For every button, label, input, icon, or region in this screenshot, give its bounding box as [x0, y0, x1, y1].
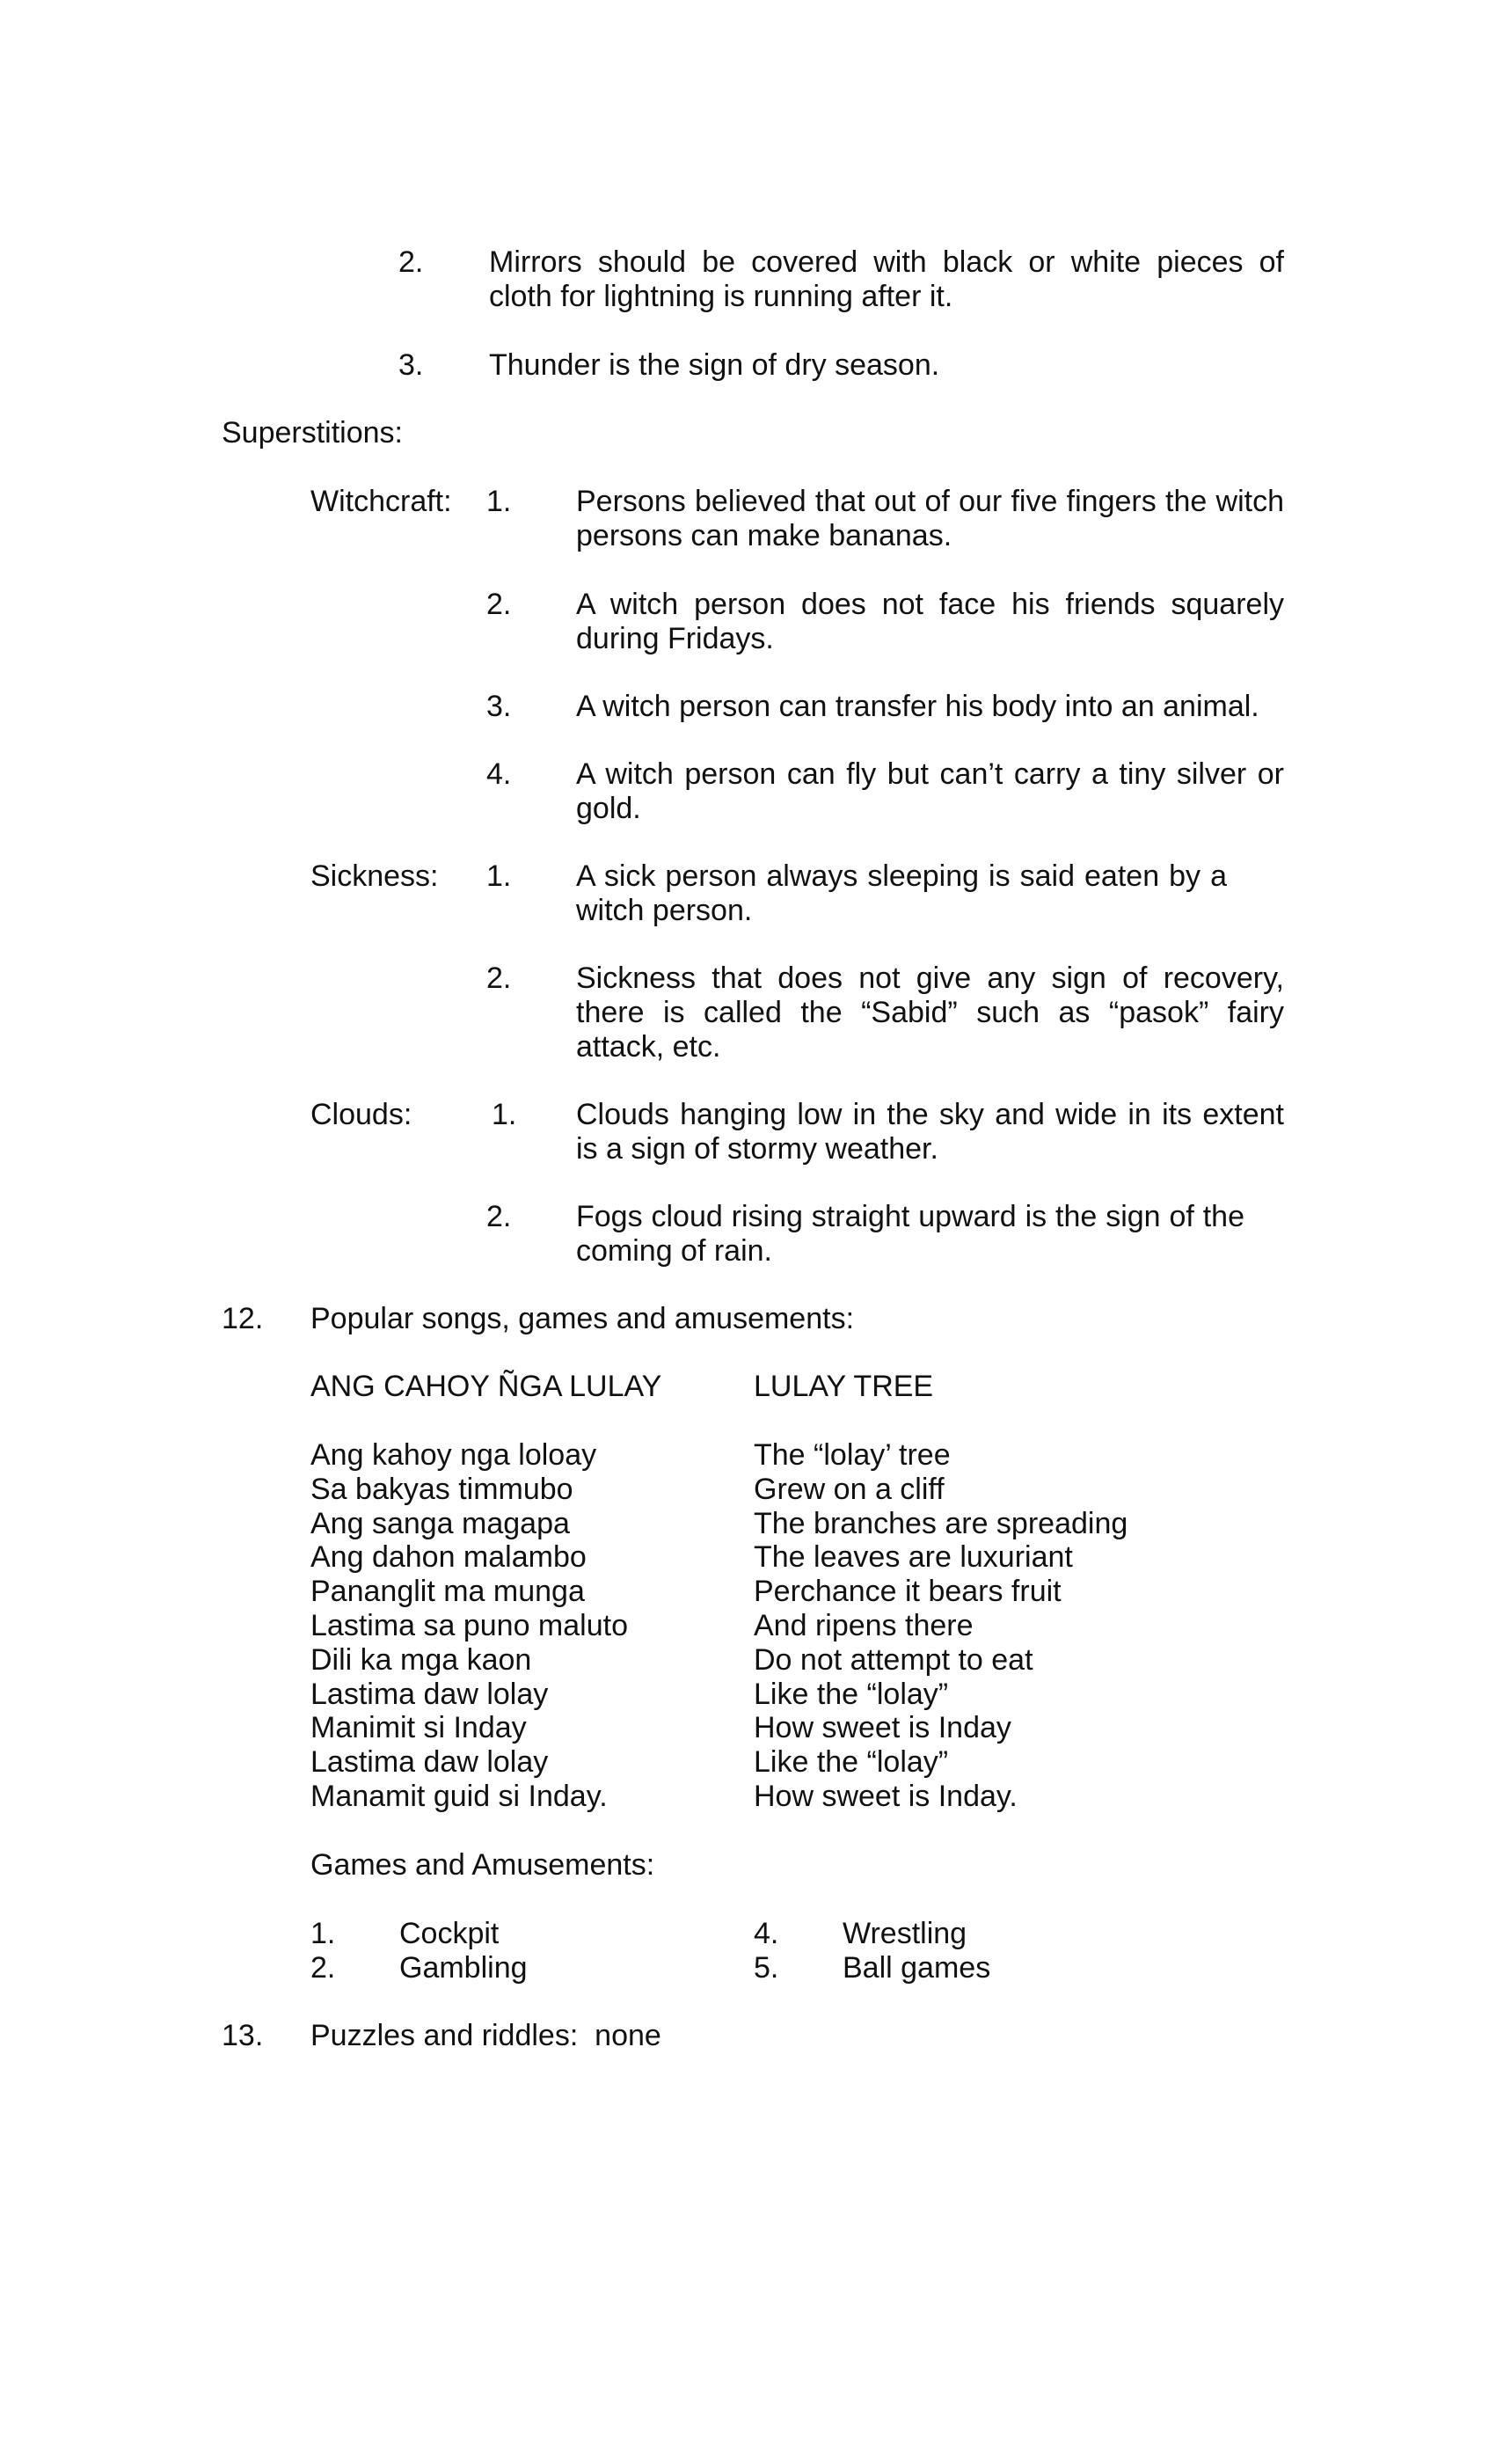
song-translation-line: Like the “lolay” [754, 1677, 949, 1711]
witchcraft-label: Witchcraft: [310, 485, 452, 518]
sickness-item-1-text: A sick person always sleeping is said eaten by a witch person. [576, 859, 1227, 927]
weather-item-2-text: Mirrors should be covered with black or white pieces of cloth for lightning is running after it. [489, 245, 1284, 313]
weather-item-3-number: 3. [398, 348, 424, 382]
witchcraft-item-1-number: 1. [486, 485, 512, 518]
sickness-item-2-number: 2. [486, 961, 512, 995]
song-translation-line: Do not attempt to eat [754, 1642, 1033, 1677]
game-4-number: 4. [754, 1917, 779, 1950]
section-13-title: Puzzles and riddles: none [310, 2019, 661, 2052]
song-original-line: Pananglit ma munga [310, 1575, 585, 1609]
song-original-line: Manamit guid si Inday. [310, 1780, 608, 1813]
song-translation-line: How sweet is Inday [754, 1711, 1011, 1745]
witchcraft-item-4-text: A witch person can fly but can’t carry a tiny silver or gold. [576, 757, 1284, 825]
song-original-line: Lastima sa puno maluto [310, 1609, 628, 1642]
game-1-name: Cockpit [399, 1917, 500, 1950]
weather-item-2-number: 2. [398, 245, 424, 279]
witchcraft-item-4-number: 4. [486, 757, 512, 791]
section-12-title: Popular songs, games and amusements: [310, 1302, 855, 1335]
witchcraft-item-1-text: Persons believed that out of our five fingers the witch persons can make bananas. [576, 485, 1284, 552]
song-translation-line: How sweet is Inday. [754, 1780, 1018, 1813]
game-2-number: 2. [310, 1951, 336, 1985]
song-original-line: Lastima daw lolay [310, 1745, 549, 1780]
song-translation-line: Like the “lolay” [754, 1745, 949, 1780]
witchcraft-item-2-text: A witch person does not face his friends squarely during Fridays. [576, 588, 1284, 655]
sickness-label: Sickness: [310, 859, 439, 893]
song-translation-line: The branches are spreading [754, 1506, 1128, 1540]
song-title-translation: LULAY TREE [754, 1370, 934, 1403]
song-translation-line: The leaves are luxuriant [754, 1540, 1073, 1575]
song-original-line: Dili ka mga kaon [310, 1642, 532, 1677]
song-original-line: Ang sanga magapa [310, 1506, 570, 1540]
song-translation-line: And ripens there [754, 1609, 974, 1642]
song-original-line: Lastima daw lolay [310, 1677, 549, 1711]
weather-item-3-text: Thunder is the sign of dry season. [489, 348, 940, 382]
game-1-number: 1. [310, 1917, 336, 1950]
song-translation-line: The “lolay’ tree [754, 1438, 951, 1472]
game-5-name: Ball games [843, 1951, 991, 1985]
song-translation-line: Perchance it bears fruit [754, 1575, 1062, 1609]
witchcraft-item-3-number: 3. [486, 690, 512, 723]
witchcraft-item-2-number: 2. [486, 588, 512, 621]
section-12-number: 12. [222, 1302, 264, 1335]
games-heading: Games and Amusements: [310, 1848, 655, 1882]
song-translation-line: Grew on a cliff [754, 1472, 945, 1506]
sickness-item-1-number: 1. [486, 859, 512, 893]
song-original-line: Sa bakyas timmubo [310, 1472, 573, 1506]
song-original-line: Ang dahon malambo [310, 1540, 587, 1575]
superstitions-heading: Superstitions: [222, 416, 403, 450]
clouds-item-2-number: 2. [486, 1200, 512, 1233]
section-13-number: 13. [222, 2019, 264, 2052]
sickness-item-2-text: Sickness that does not give any sign of recovery, there is called the “Sabid” such as “pasok” fairy attack, etc. [576, 961, 1284, 1064]
game-5-number: 5. [754, 1951, 779, 1985]
clouds-item-2-text: Fogs cloud rising straight upward is the sign of the coming of rain. [576, 1200, 1244, 1268]
game-2-name: Gambling [399, 1951, 528, 1985]
witchcraft-item-3-text: A witch person can transfer his body into an animal. [576, 690, 1259, 723]
song-title-original: ANG CAHOY ÑGA LULAY [310, 1370, 662, 1403]
song-original-line: Ang kahoy nga loloay [310, 1438, 597, 1472]
clouds-label: Clouds: [310, 1098, 412, 1131]
clouds-item-1-text: Clouds hanging low in the sky and wide in its extent is a sign of stormy weather. [576, 1098, 1284, 1166]
clouds-item-1-number: 1. [492, 1098, 517, 1131]
game-4-name: Wrestling [843, 1917, 967, 1950]
song-original-line: Manimit si Inday [310, 1711, 527, 1745]
